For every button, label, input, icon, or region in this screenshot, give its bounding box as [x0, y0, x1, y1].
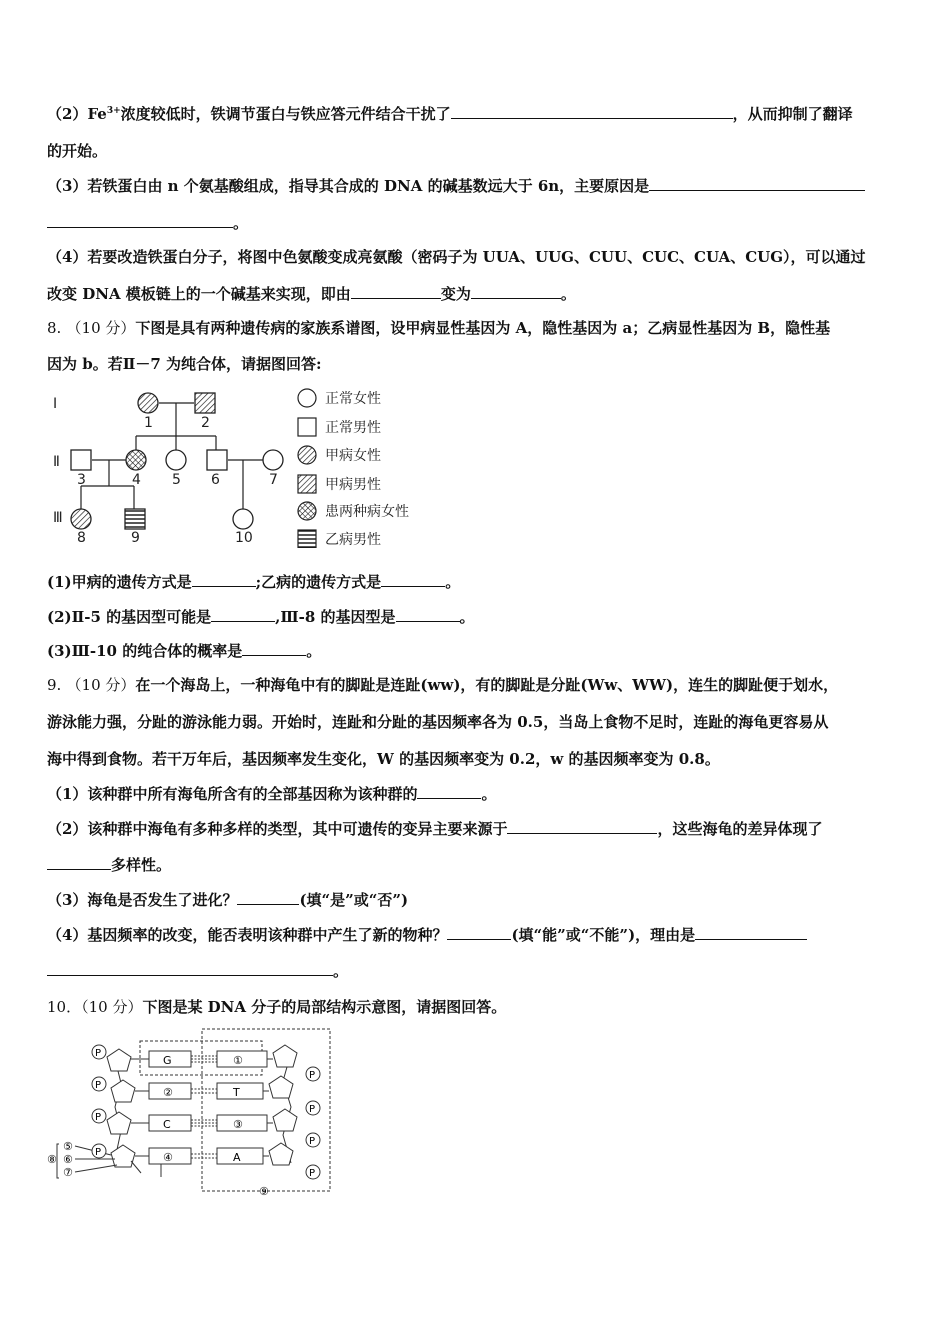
- q8-sub2: (2)Ⅱ-5 的基因型可能是 ,Ⅲ-8 的基因型是 。: [47, 608, 475, 626]
- q9-stem-line1: 9. （10 分）在一个海岛上，一种海龟中有的脚趾是连趾(ww)，有的脚趾是分趾(Ww、WW)，连生的脚趾便于划水，: [47, 676, 839, 694]
- structure-label: ⑨: [259, 1185, 269, 1198]
- legend-both-diseases-female-symbol: [298, 502, 316, 520]
- q8-stem-line1: 8. （10 分）下图是具有两种遗传病的家族系谱图，设甲病显性基因为 A，隐性基因为 a；乙病显性基因为 B，隐性基: [47, 319, 831, 337]
- q9-stem-line3: 海中得到食物。若干万年后，基因频率发生变化，W 的基因频率变为 0.2，w 的基因频率变为 0.8。: [47, 750, 720, 768]
- individual-II-4-both-diseases-female: [126, 450, 146, 470]
- individual-III-8-affected-female: [71, 509, 91, 529]
- q8-stem-line2: 因为 b。若Ⅱ－7 为纯合体，请据图回答:: [47, 355, 322, 373]
- hydrogen-bonds: [191, 1056, 217, 1158]
- q9-sub2-line1: （2）该种群中海龟有多种多样的类型，其中可遗传的变异主要来源于 ，这些海龟的差异体现了: [47, 820, 823, 838]
- pedigree-legend: [298, 389, 409, 548]
- left-sugar: [111, 1080, 135, 1102]
- phosphate-label: P: [309, 1168, 316, 1179]
- id-label: 9: [131, 530, 140, 546]
- legend-label: 乙病男性: [325, 532, 381, 548]
- legend-affected-female-symbol: [298, 446, 316, 464]
- answer-blank[interactable]: [47, 961, 333, 976]
- individual-I-2-affected-male: [195, 393, 215, 413]
- id-label: 1: [144, 415, 153, 431]
- q7-part3-line2: 。: [47, 212, 248, 233]
- left-sugar: [111, 1145, 135, 1167]
- structure-label: ⑦: [63, 1166, 73, 1179]
- q7-part4-line1: （4）若要改造铁蛋白分子，将图中色氨酸变成亮氨酸（密码子为 UUA、UUG、CUU、CUC、CUA、CUG），可以通过: [47, 248, 866, 266]
- phosphate-label: P: [95, 1112, 102, 1123]
- base-label: A: [233, 1151, 241, 1164]
- q9-stem-line2: 游泳能力强，分趾的游泳能力弱。开始时，连趾和分趾的基因频率各为 0.5，当岛上食物不足时，连趾的海龟更容易从: [47, 713, 829, 731]
- q7-part2-line1: $(2)Fe^{3+}$浓度较低时，铁调节蛋白与铁应答元件结合干扰了 ，从而抑制了翻译: [47, 105, 853, 123]
- id-label: 3: [77, 472, 86, 488]
- structure-label: ⑤: [63, 1140, 73, 1153]
- answer-blank[interactable]: [447, 925, 511, 940]
- structure-label: ⑧: [47, 1153, 57, 1166]
- id-label: 10: [235, 530, 253, 546]
- answer-blank[interactable]: [507, 819, 657, 834]
- q10-stem: 10．（10 分）下图是某 DNA 分子的局部结构示意图，请据图回答。: [47, 998, 507, 1016]
- generation-label-2: Ⅱ: [53, 454, 60, 470]
- q8-sub1: (1)甲病的遗传方式是 ;乙病的遗传方式是 。: [47, 573, 461, 591]
- right-sugar: [269, 1143, 293, 1165]
- right-sugar: [269, 1076, 293, 1098]
- generation-label-3: Ⅲ: [53, 510, 63, 526]
- legend-normal-male-symbol: [298, 418, 316, 436]
- base-label: ①: [233, 1054, 243, 1067]
- individual-I-1-affected-female: [138, 393, 158, 413]
- individual-II-6-normal-male: [207, 450, 227, 470]
- id-label: 5: [172, 472, 181, 488]
- phosphate-label: P: [309, 1104, 316, 1115]
- phosphate-label: P: [95, 1080, 102, 1091]
- answer-blank[interactable]: [381, 572, 445, 587]
- answer-blank[interactable]: [695, 925, 807, 940]
- legend-label: 正常男性: [325, 420, 381, 436]
- base-label: ②: [163, 1086, 173, 1099]
- id-label: 2: [201, 415, 210, 431]
- answer-blank[interactable]: [47, 855, 111, 870]
- answer-blank[interactable]: [471, 284, 561, 299]
- left-sugar: [107, 1049, 131, 1071]
- individual-II-7-normal-female: [263, 450, 283, 470]
- answer-blank[interactable]: [396, 607, 460, 622]
- generation-label-1: Ⅰ: [53, 396, 58, 412]
- base-label: T: [233, 1086, 240, 1099]
- base-label: ③: [233, 1118, 243, 1131]
- q9-sub2-line2: 多样性。: [47, 854, 171, 875]
- legend-affected-male-symbol: [298, 475, 316, 493]
- id-label: 8: [77, 530, 86, 546]
- answer-blank[interactable]: [237, 890, 299, 905]
- q8-sub3: (3)Ⅲ-10 的纯合体的概率是 。: [47, 642, 322, 660]
- right-sugar: [273, 1109, 297, 1131]
- q7-part2-line2: 的开始。: [47, 142, 108, 160]
- base-label: G: [163, 1054, 172, 1067]
- answer-blank[interactable]: [451, 104, 733, 119]
- base-label: C: [163, 1118, 171, 1131]
- base-label: ④: [163, 1151, 173, 1164]
- answer-blank[interactable]: [242, 641, 306, 656]
- id-label: 4: [132, 472, 141, 488]
- left-sugar: [107, 1112, 131, 1134]
- q7-part4-line2: 改变 DNA 模板链上的一个碱基来实现，即由 变为 。: [47, 285, 576, 303]
- phosphate-label: P: [309, 1070, 316, 1081]
- legend-label: 正常女性: [325, 391, 381, 407]
- left-backbone: [115, 1059, 121, 1159]
- answer-blank[interactable]: [417, 784, 481, 799]
- dna-structure-figure: [45, 1025, 340, 1200]
- structure-label: ⑥: [63, 1153, 73, 1166]
- individual-II-3-normal-male: [71, 450, 91, 470]
- phosphate-label: P: [95, 1147, 102, 1158]
- answer-blank[interactable]: [351, 284, 441, 299]
- legend-label: 甲病女性: [325, 448, 381, 464]
- legend-normal-female-symbol: [298, 389, 316, 407]
- q9-sub4-line1: （4）基因频率的改变，能否表明该种群中产生了新的物种？ (填“能”或“不能”)，理由是: [47, 924, 807, 945]
- answer-blank[interactable]: [211, 607, 275, 622]
- pedigree-figure: [45, 386, 445, 548]
- answer-blank[interactable]: [47, 213, 233, 228]
- individual-III-9-disease-b-male: [125, 509, 145, 529]
- id-label: 6: [211, 472, 220, 488]
- individual-III-10-normal-female: [233, 509, 253, 529]
- individual-II-5-normal-female: [166, 450, 186, 470]
- q7-part3-line1: （3）若铁蛋白由 n 个氨基酸组成，指导其合成的 DNA 的碱基数远大于 6n，主要原因是: [47, 175, 865, 196]
- legend-label: 患两种病女性: [325, 504, 409, 520]
- answer-blank[interactable]: [192, 572, 256, 587]
- legend-disease-b-male-symbol: [298, 530, 316, 548]
- phosphate-label: P: [95, 1048, 102, 1059]
- answer-blank[interactable]: [649, 176, 865, 191]
- q9-sub4-line2: 。: [47, 960, 348, 981]
- legend-label: 甲病男性: [325, 477, 381, 493]
- right-base-box: [217, 1083, 263, 1099]
- q9-sub1: （1）该种群中所有海龟所含有的全部基因称为该种群的 。: [47, 785, 497, 803]
- phosphate-label: P: [309, 1136, 316, 1147]
- right-sugar: [273, 1045, 297, 1067]
- q9-sub3: （3）海龟是否发生了进化？ (填“是”或“否”): [47, 891, 409, 909]
- id-label: 7: [269, 472, 278, 488]
